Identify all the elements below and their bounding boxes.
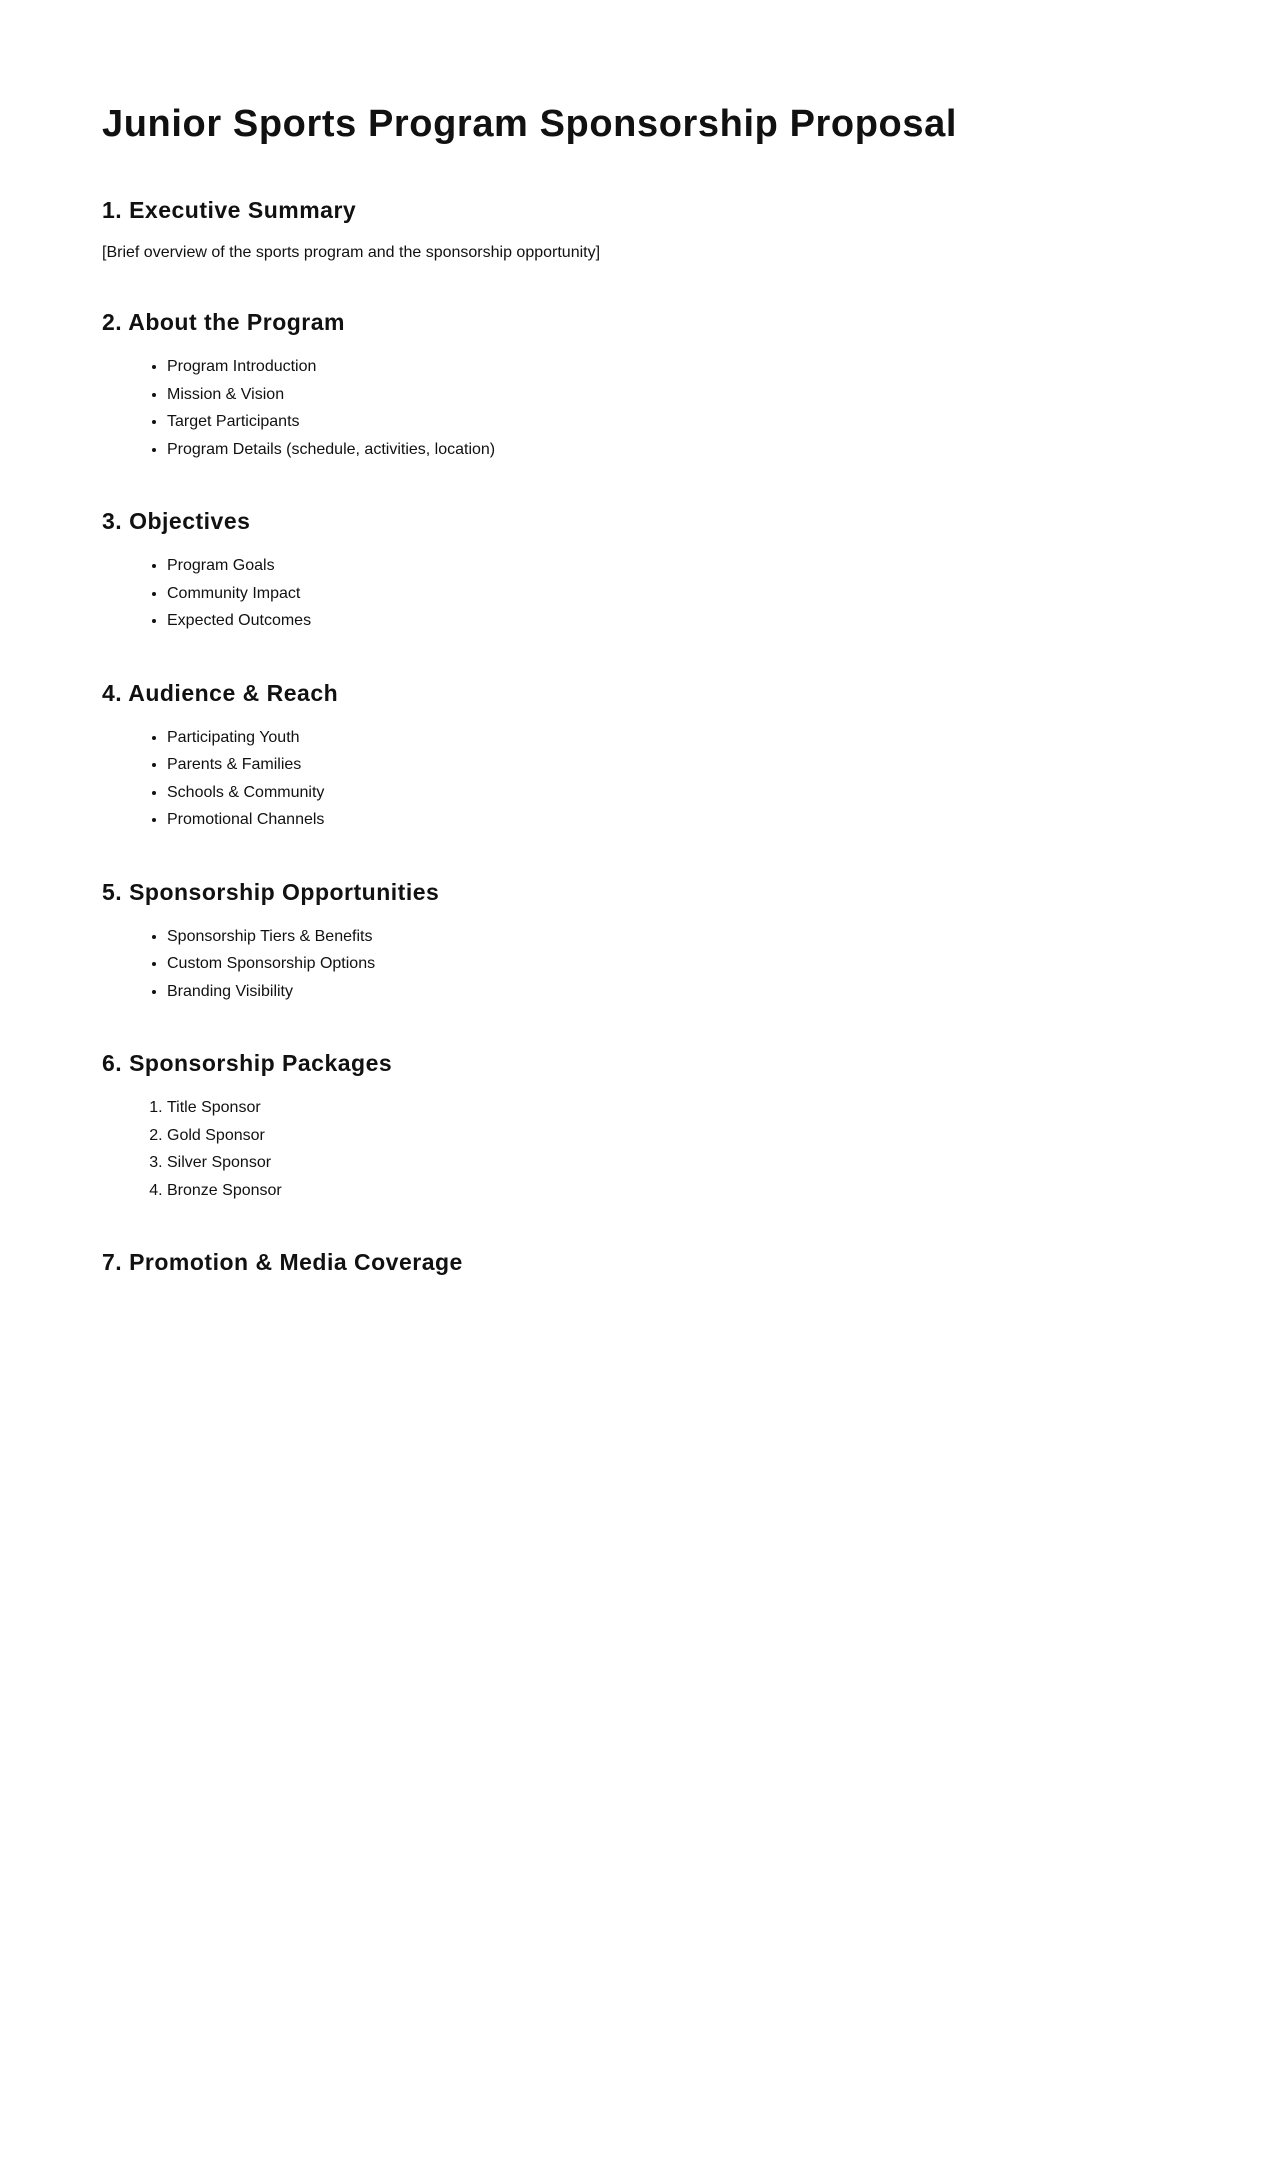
list-item: • Program Details (schedule, activities, location) <box>167 436 1263 464</box>
section-heading-audience-reach: 4. Audience & Reach <box>102 679 339 706</box>
list-item: 1. Title Sponsor <box>167 1094 1263 1122</box>
list-item: • Program Goals <box>167 552 1263 580</box>
about-program-list <box>102 353 1263 463</box>
sponsorship-packages-list <box>102 1094 1263 1204</box>
list-item: • Parents & Families <box>167 751 1263 779</box>
section-heading-sponsorship-opportunities: 5. Sponsorship Opportunities <box>102 878 440 905</box>
list-item: 4. Bronze Sponsor <box>167 1177 1263 1205</box>
section-heading-executive-summary: 1. Executive Summary <box>102 197 357 223</box>
list-item: 3. Silver Sponsor <box>167 1149 1263 1177</box>
list-item: • Program Introduction <box>167 353 1263 381</box>
audience-reach-list <box>102 724 1263 834</box>
list-item: • Custom Sponsorship Options <box>167 950 1263 978</box>
document-title: Junior Sports Program Sponsorship Proposal <box>102 103 957 145</box>
section-heading-promotion-media: 7. Promotion & Media Coverage <box>102 1249 463 1275</box>
list-item: • Target Participants <box>167 408 1263 436</box>
list-item: • Expected Outcomes <box>167 607 1263 635</box>
list-item: • Schools & Community <box>167 779 1263 807</box>
list-item: • Promotional Channels <box>167 806 1263 834</box>
list-item: • Sponsorship Tiers & Benefits <box>167 923 1263 951</box>
objectives-list <box>102 552 1263 635</box>
sponsorship-opportunities-list <box>102 923 1263 1006</box>
section-heading-about-program: 2. About the Program <box>102 309 345 335</box>
list-item: • Mission & Vision <box>167 381 1263 409</box>
list-item: 2. Gold Sponsor <box>167 1122 1263 1150</box>
section-heading-objectives: 3. Objectives <box>102 508 251 534</box>
section-heading-sponsorship-packages: 6. Sponsorship Packages <box>102 1050 393 1076</box>
list-item: • Participating Youth <box>167 724 1263 752</box>
list-item: • Branding Visibility <box>167 978 1263 1006</box>
section-text-executive-summary: [Brief overview of the sports program and the sponsorship opportunity] <box>102 244 601 261</box>
list-item: • Community Impact <box>167 580 1263 608</box>
